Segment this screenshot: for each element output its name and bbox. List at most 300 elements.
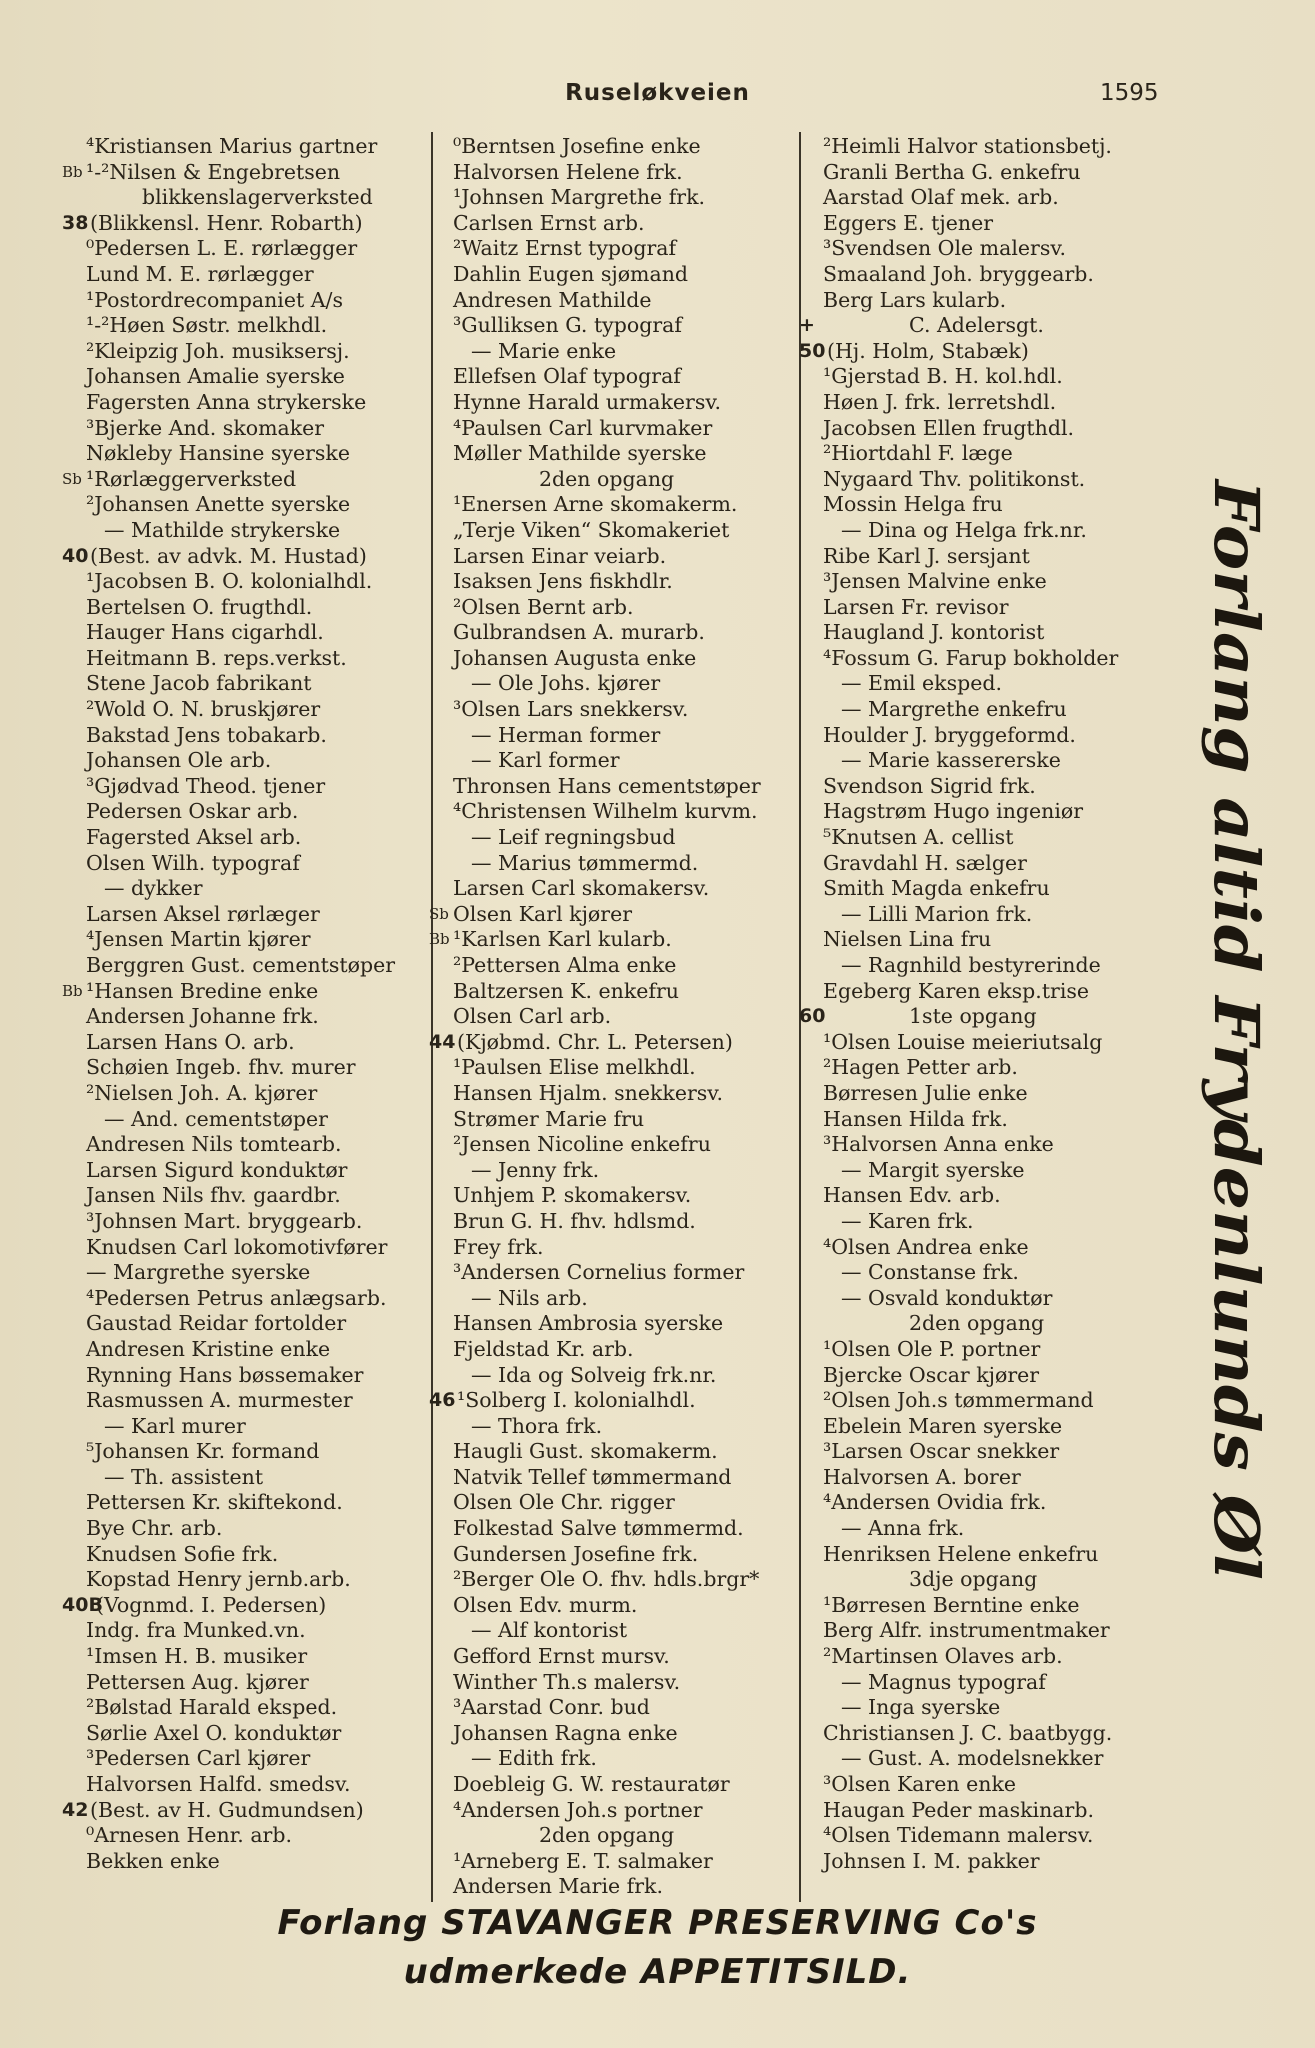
resident-text: (Hj. Holm, Stabæk) xyxy=(827,338,1029,363)
house-number: Sb xyxy=(62,469,82,488)
directory-entry xyxy=(803,953,1168,979)
directory-entry xyxy=(803,1542,1168,1568)
directory-entry xyxy=(62,799,430,825)
directory-entry xyxy=(433,979,801,1005)
resident-text: Johansen Ragna enke xyxy=(453,1720,678,1745)
side-ad-text: Forlang altid Frydenlunds Øl xyxy=(1200,480,1273,1480)
directory-entry xyxy=(62,1158,430,1184)
resident-text: Hauger Hans cigarhdl. xyxy=(86,620,324,645)
directory-entry xyxy=(433,262,801,288)
directory-entry xyxy=(433,1490,801,1516)
resident-text: Olsen Carl arb. xyxy=(453,1004,612,1029)
directory-entry xyxy=(62,288,430,314)
directory-entry xyxy=(803,1363,1168,1389)
resident-text: Indg. fra Munked.vn. xyxy=(86,1618,306,1643)
directory-entry xyxy=(62,1670,430,1696)
resident-text: ²Martinsen Olaves arb. xyxy=(823,1644,1063,1669)
resident-text: Nielsen Lina fru xyxy=(823,927,992,952)
resident-text: Hansen Ambrosia syerske xyxy=(453,1311,724,1336)
resident-text: — Anna frk. xyxy=(841,1516,965,1541)
resident-text: Bakstad Jens tobakarb. xyxy=(86,722,327,747)
directory-entry xyxy=(803,236,1168,262)
resident-text: ⁴Andersen Joh.s portner xyxy=(453,1797,703,1822)
resident-text: ²Waitz Ernst typograf xyxy=(453,236,677,261)
resident-text: ³Pedersen Carl kjører xyxy=(86,1746,311,1771)
resident-text: ¹Hansen Bredine enke xyxy=(86,978,319,1003)
resident-text: ⁴Olsen Andrea enke xyxy=(823,1234,1029,1259)
directory-entry xyxy=(803,1746,1168,1772)
resident-text: Berggren Gust. cementstøper xyxy=(86,953,396,977)
directory-entry xyxy=(433,1183,801,1209)
directory-entry xyxy=(803,1107,1168,1133)
directory-entry xyxy=(433,211,801,237)
resident-text: Winther Th.s malersv. xyxy=(453,1669,681,1694)
directory-entry xyxy=(62,1235,430,1261)
resident-text: Bjercke Oscar kjører xyxy=(823,1362,1040,1387)
directory-entry xyxy=(803,160,1168,186)
directory-entry xyxy=(62,569,430,595)
resident-text: — Karen frk. xyxy=(841,1208,974,1233)
house-number: Bb xyxy=(429,930,450,949)
directory-entry xyxy=(62,1414,430,1440)
directory-entry xyxy=(62,979,430,1005)
resident-text: Carlsen Ernst arb. xyxy=(453,210,645,235)
directory-entry xyxy=(803,1439,1168,1465)
directory-entry xyxy=(62,1337,430,1363)
directory-entry xyxy=(62,825,430,851)
directory-entry xyxy=(803,979,1168,1005)
directory-entry xyxy=(803,1183,1168,1209)
resident-text: ¹Johnsen Margrethe frk. xyxy=(453,185,706,210)
directory-entry xyxy=(433,774,801,800)
resident-text: ¹Paulsen Elise melkhdl. xyxy=(453,1055,696,1080)
directory-entry xyxy=(803,467,1168,493)
page-number: 1595 xyxy=(1100,80,1159,106)
resident-text: ³Jensen Malvine enke xyxy=(823,569,1047,594)
resident-text: C. Adelersgt. xyxy=(909,313,1044,338)
house-number: 60 xyxy=(799,1005,826,1028)
directory-entry xyxy=(429,1388,801,1414)
resident-text: Larsen Fr. revisor xyxy=(823,594,1009,619)
resident-text: Dahlin Eugen sjømand xyxy=(453,261,689,286)
directory-entry xyxy=(433,671,801,697)
resident-text: Fagersten Anna strykerske xyxy=(86,389,367,414)
directory-entry xyxy=(62,646,430,672)
house-number: 44 xyxy=(429,1030,456,1053)
house-number: 38 xyxy=(62,211,89,234)
resident-text: ²Olsen Joh.s tømmermand xyxy=(823,1388,1094,1413)
directory-entry xyxy=(62,1030,430,1056)
resident-text: Andersen Marie frk. xyxy=(453,1874,663,1899)
directory-entry xyxy=(803,134,1168,160)
directory-entry xyxy=(62,876,430,902)
resident-text: Fjeldstad Kr. arb. xyxy=(453,1336,634,1361)
directory-entry xyxy=(803,1465,1168,1491)
resident-text: Olsen Wilh. typograf xyxy=(86,850,300,875)
directory-entry xyxy=(433,544,801,570)
directory-entry xyxy=(433,1260,801,1286)
directory-entry xyxy=(62,1746,430,1772)
resident-text: Stene Jacob fabrikant xyxy=(86,671,312,696)
resident-text: ⁴Paulsen Carl kurvmaker xyxy=(453,415,713,440)
resident-text: Knudsen Sofie frk. xyxy=(86,1541,279,1566)
resident-text: ²Hiortdahl F. læge xyxy=(823,441,1013,466)
directory-entry xyxy=(433,518,801,544)
directory-entry xyxy=(62,313,430,339)
directory-entry xyxy=(803,1260,1168,1286)
resident-text: ¹-²Høen Søstr. melkhdl. xyxy=(86,313,328,338)
directory-entry xyxy=(62,1567,430,1593)
directory-entry xyxy=(433,851,801,877)
resident-text: Gundersen Josefine frk. xyxy=(453,1541,699,1566)
directory-entry xyxy=(62,1439,430,1465)
resident-text: Gravdahl H. sælger xyxy=(823,850,1027,875)
resident-text: ²Pettersen Alma enke xyxy=(453,953,677,977)
directory-entry xyxy=(62,851,430,877)
resident-text: Olsen Ole Chr. rigger xyxy=(453,1490,675,1515)
resident-text: Svendson Sigrid frk. xyxy=(823,773,1036,798)
directory-entry xyxy=(433,236,801,262)
resident-text: Frey frk. xyxy=(453,1234,544,1259)
directory-column-1 xyxy=(62,134,430,1874)
resident-text: Høen J. frk. lerretshdl. xyxy=(823,389,1057,414)
directory-entry xyxy=(62,1772,430,1798)
directory-entry xyxy=(433,1746,801,1772)
resident-text: — Karl murer xyxy=(104,1413,246,1438)
resident-text: ³Gulliksen G. typograf xyxy=(453,313,682,338)
directory-entry xyxy=(429,901,801,928)
directory-entry xyxy=(62,1721,430,1747)
house-number: 40B xyxy=(62,1593,103,1616)
resident-text: — Osvald konduktør xyxy=(841,1285,1053,1310)
directory-entry xyxy=(433,799,801,825)
resident-text: Smith Magda enkefru xyxy=(823,876,1050,901)
directory-entry xyxy=(62,1849,430,1875)
directory-entry xyxy=(803,1414,1168,1440)
house-number: 50 xyxy=(799,339,826,362)
resident-text: ²Wold O. N. bruskjører xyxy=(86,697,321,722)
resident-text: ⁴Andersen Ovidia frk. xyxy=(823,1490,1047,1515)
resident-text: Ebelein Maren syerske xyxy=(823,1413,1063,1438)
resident-text: — Th. assistent xyxy=(104,1464,264,1489)
directory-entry xyxy=(62,723,430,749)
directory-entry xyxy=(803,569,1168,595)
directory-entry xyxy=(433,1286,801,1312)
directory-entry xyxy=(803,1798,1168,1824)
directory-entry xyxy=(803,1721,1168,1747)
directory-entry xyxy=(62,518,430,544)
resident-text: Johansen Ole arb. xyxy=(86,748,272,773)
directory-entry xyxy=(433,134,801,160)
resident-text: Larsen Sigurd konduktør xyxy=(86,1157,348,1182)
directory-entry xyxy=(433,1618,801,1644)
directory-entry xyxy=(62,774,430,800)
resident-text: ³Olsen Lars snekkersv. xyxy=(453,697,689,722)
directory-entry xyxy=(803,671,1168,697)
directory-entry xyxy=(62,1388,430,1414)
directory-entry xyxy=(62,1209,430,1235)
resident-text: — Edith frk. xyxy=(471,1746,597,1771)
resident-text: Pettersen Kr. skiftekond. xyxy=(86,1490,343,1515)
directory-entry xyxy=(429,1029,801,1056)
directory-entry xyxy=(62,339,430,365)
resident-text: ³Johnsen Mart. bryggearb. xyxy=(86,1208,363,1233)
resident-text: Rasmussen A. murmester xyxy=(86,1388,353,1413)
resident-text: ³Andersen Cornelius former xyxy=(453,1260,745,1285)
directory-entry xyxy=(803,288,1168,314)
resident-text: — And. cementstøper xyxy=(104,1106,328,1131)
directory-entry xyxy=(62,748,430,774)
directory-entry xyxy=(62,1081,430,1107)
directory-entry xyxy=(803,723,1168,749)
directory-entry xyxy=(803,1670,1168,1696)
resident-text: Møller Mathilde syerske xyxy=(453,441,707,466)
directory-entry xyxy=(433,1235,801,1261)
directory-entry xyxy=(803,1132,1168,1158)
resident-text: — Margit syerske xyxy=(841,1157,1025,1182)
directory-entry xyxy=(62,1695,430,1721)
resident-text: „Terje Viken“ Skomakeriet xyxy=(453,517,730,542)
directory-entry xyxy=(803,876,1168,902)
resident-text: — Karl former xyxy=(471,748,620,773)
resident-text: ¹Postordrecompaniet A/s xyxy=(86,287,343,312)
house-number: Bb xyxy=(62,162,83,181)
directory-entry xyxy=(62,1286,430,1312)
directory-entry xyxy=(62,671,430,697)
directory-entry xyxy=(803,1158,1168,1184)
resident-text: ⁵Knutsen A. cellist xyxy=(823,825,1014,850)
directory-entry xyxy=(62,953,430,979)
directory-entry xyxy=(433,492,801,518)
directory-entry xyxy=(433,339,801,365)
directory-entry xyxy=(433,1158,801,1184)
resident-text: Bekken enke xyxy=(86,1848,220,1873)
resident-text: Hansen Edv. arb. xyxy=(823,1183,1001,1208)
resident-text: — Marie enke xyxy=(471,338,617,363)
directory-entry xyxy=(433,1081,801,1107)
directory-entry xyxy=(62,1260,430,1286)
resident-text: Strømer Marie fru xyxy=(453,1106,645,1131)
street-heading: Ruseløkveien xyxy=(565,80,750,106)
resident-text: Thronsen Hans cementstøper xyxy=(453,773,761,798)
resident-text: ¹Karlsen Karl kularb. xyxy=(453,927,672,952)
resident-text: Bertelsen O. frugthdl. xyxy=(86,594,313,619)
resident-text: Heitmann B. reps.verkst. xyxy=(86,645,347,670)
resident-text: ¹Arneberg E. T. salmaker xyxy=(453,1848,713,1873)
resident-text: Nygaard Thv. politikonst. xyxy=(823,466,1086,491)
directory-entry xyxy=(803,1618,1168,1644)
directory-entry xyxy=(62,544,430,570)
directory-entry xyxy=(62,236,430,262)
directory-entry xyxy=(433,1670,801,1696)
directory-entry xyxy=(62,1107,430,1133)
resident-text: ²Hagen Petter arb. xyxy=(823,1055,1018,1080)
side-advertisement xyxy=(1193,480,1273,1580)
directory-entry xyxy=(803,1055,1168,1081)
directory-entry xyxy=(803,416,1168,442)
directory-entry xyxy=(799,338,1168,365)
directory-entry xyxy=(62,262,430,288)
resident-text: — Constanse frk. xyxy=(841,1260,1019,1285)
resident-text: Houlder J. bryggeformd. xyxy=(823,722,1076,747)
resident-text: Henriksen Helene enkefru xyxy=(823,1541,1099,1566)
resident-text: — Jenny frk. xyxy=(471,1157,600,1182)
directory-entry xyxy=(803,1490,1168,1516)
directory-entry xyxy=(803,1311,1168,1337)
directory-entry xyxy=(803,620,1168,646)
resident-text: Aarstad Olaf mek. arb. xyxy=(823,185,1059,210)
resident-text: 1ste opgang xyxy=(909,1004,1037,1029)
directory-entry xyxy=(433,313,801,339)
directory-entry xyxy=(433,160,801,186)
resident-text: Andresen Kristine enke xyxy=(86,1336,331,1361)
resident-text: Egeberg Karen eksp.trise xyxy=(823,978,1090,1003)
directory-entry xyxy=(803,1388,1168,1414)
directory-entry xyxy=(799,1004,1168,1030)
resident-text: Knudsen Carl lokomotivfører xyxy=(86,1234,388,1259)
resident-text: Hagstrøm Hugo ingeniør xyxy=(823,799,1084,824)
directory-entry xyxy=(433,185,801,211)
directory-entry xyxy=(803,1337,1168,1363)
directory-entry xyxy=(62,1363,430,1389)
resident-text: Halvorsen Helene frk. xyxy=(453,159,683,184)
directory-column-2 xyxy=(429,134,801,1900)
resident-text: ⁴Pedersen Petrus anlægsarb. xyxy=(86,1285,387,1310)
directory-entry xyxy=(803,1849,1168,1875)
resident-text: ²Berger Ole O. fhv. hdls.brgr* xyxy=(453,1567,760,1592)
resident-text: — Margrethe syerske xyxy=(86,1260,311,1285)
resident-text: Hynne Harald urmakersv. xyxy=(453,389,722,414)
resident-text: Jansen Nils fhv. gaardbr. xyxy=(86,1183,341,1208)
resident-text: ³Gjødvad Theod. tjener xyxy=(86,773,326,798)
resident-text: ²Johansen Anette syerske xyxy=(86,492,351,517)
directory-entry xyxy=(803,364,1168,390)
directory-entry xyxy=(62,595,430,621)
directory-entry xyxy=(62,1490,430,1516)
resident-text: — Gust. A. modelsnekker xyxy=(841,1746,1104,1771)
resident-text: Larsen Carl skomakersv. xyxy=(453,876,710,901)
resident-text: ⁰Arnesen Henr. arb. xyxy=(86,1823,292,1848)
directory-entry xyxy=(433,364,801,390)
resident-text: Ribe Karl J. sersjant xyxy=(823,543,1030,568)
directory-entry xyxy=(803,1695,1168,1721)
resident-text: Schøien Ingeb. fhv. murer xyxy=(86,1055,356,1080)
resident-text: Gulbrandsen A. murarb. xyxy=(453,620,705,645)
directory-entry xyxy=(803,697,1168,723)
house-number: Bb xyxy=(62,981,83,1000)
directory-entry xyxy=(62,1823,430,1849)
directory-entry xyxy=(62,1542,430,1568)
resident-text: Gefford Ernst mursv. xyxy=(453,1644,670,1669)
directory-entry xyxy=(62,390,430,416)
resident-text: — Magnus typograf xyxy=(841,1669,1046,1694)
house-number: + xyxy=(799,314,815,337)
resident-text: Halvorsen A. borer xyxy=(823,1464,1021,1489)
resident-text: ¹-²Nilsen & Engebretsen xyxy=(86,159,341,184)
directory-entry xyxy=(433,620,801,646)
directory-entry xyxy=(62,185,430,211)
resident-text: Christiansen J. C. baatbygg. xyxy=(823,1720,1113,1745)
resident-text: — Inga syerske xyxy=(841,1695,1001,1720)
directory-entry xyxy=(433,1337,801,1363)
directory-entry xyxy=(62,1644,430,1670)
resident-text: ²Bølstad Harald eksped. xyxy=(86,1695,338,1720)
directory-entry xyxy=(62,1516,430,1542)
directory-entry xyxy=(433,1695,801,1721)
directory-entry xyxy=(62,1132,430,1158)
directory-entry xyxy=(803,1772,1168,1798)
directory-entry xyxy=(803,1235,1168,1261)
resident-text: ¹Børresen Berntine enke xyxy=(823,1592,1080,1617)
resident-text: Haugan Peder maskinarb. xyxy=(823,1797,1094,1822)
directory-entry xyxy=(803,211,1168,237)
resident-text: — Herman former xyxy=(471,722,661,747)
resident-text: Smaaland Joh. bryggearb. xyxy=(823,261,1094,286)
directory-entry xyxy=(62,1004,430,1030)
resident-text: (Best. av H. Gudmundsen) xyxy=(90,1797,364,1822)
resident-text: — Thora frk. xyxy=(471,1413,603,1438)
resident-text: — Dina og Helga frk.nr. xyxy=(841,517,1087,542)
resident-text: Nøkleby Hansine syerske xyxy=(86,441,350,466)
directory-entry xyxy=(803,646,1168,672)
directory-entry xyxy=(433,1567,801,1593)
directory-entry xyxy=(803,262,1168,288)
directory-entry xyxy=(433,1055,801,1081)
directory-entry xyxy=(62,902,430,928)
resident-text: Haugli Gust. skomakerm. xyxy=(453,1439,718,1464)
directory-entry xyxy=(803,595,1168,621)
resident-text: — Mathilde strykerske xyxy=(104,517,341,542)
resident-text: — Emil eksped. xyxy=(841,671,1003,696)
directory-entry xyxy=(433,1439,801,1465)
resident-text: ⁵Johansen Kr. formand xyxy=(86,1439,320,1464)
resident-text: Larsen Aksel rørlæger xyxy=(86,901,320,926)
resident-text: Halvorsen Halfd. smedsv. xyxy=(86,1772,351,1796)
directory-entry xyxy=(433,697,801,723)
resident-text: Isaksen Jens fiskhdlr. xyxy=(453,569,673,594)
bottom-ad-line-1: Forlang STAVANGER PRESERVING Co's xyxy=(277,1903,1038,1943)
resident-text: — Ida og Solveig frk.nr. xyxy=(471,1362,717,1387)
resident-text: ¹Rørlæggerverksted xyxy=(86,466,297,491)
resident-text: Natvik Tellef tømmermand xyxy=(453,1464,732,1489)
resident-text: ¹Solberg I. kolonialhdl. xyxy=(457,1388,696,1413)
directory-entry xyxy=(433,1004,801,1030)
directory-entry xyxy=(62,1798,430,1824)
resident-text: — Marie kassererske xyxy=(841,748,1061,773)
resident-text: Hansen Hjalm. snekkersv. xyxy=(453,1080,723,1105)
resident-text: ²Heimli Halvor stationsbetj. xyxy=(823,134,1112,158)
directory-entry xyxy=(803,1081,1168,1107)
resident-text: ²Nielsen Joh. A. kjører xyxy=(86,1080,318,1105)
directory-entry xyxy=(62,697,430,723)
directory-entry xyxy=(803,1209,1168,1235)
resident-text: Gaustad Reidar fortolder xyxy=(86,1311,347,1336)
directory-entry xyxy=(803,185,1168,211)
directory-entry xyxy=(62,620,430,646)
directory-entry xyxy=(433,876,801,902)
directory-entry xyxy=(62,1618,430,1644)
resident-text: Brun G. H. fhv. hdlsmd. xyxy=(453,1208,696,1233)
resident-text: Johnsen I. M. pakker xyxy=(823,1848,1040,1873)
resident-text: Folkestad Salve tømmermd. xyxy=(453,1516,744,1541)
resident-text: — Marius tømmermd. xyxy=(471,850,699,875)
directory-entry xyxy=(62,441,430,467)
directory-entry xyxy=(429,927,801,953)
directory-entry xyxy=(803,748,1168,774)
resident-text: ²Olsen Bernt arb. xyxy=(453,594,634,619)
directory-entry xyxy=(433,723,801,749)
resident-text: (Best. av advk. M. Hustad) xyxy=(90,543,367,568)
